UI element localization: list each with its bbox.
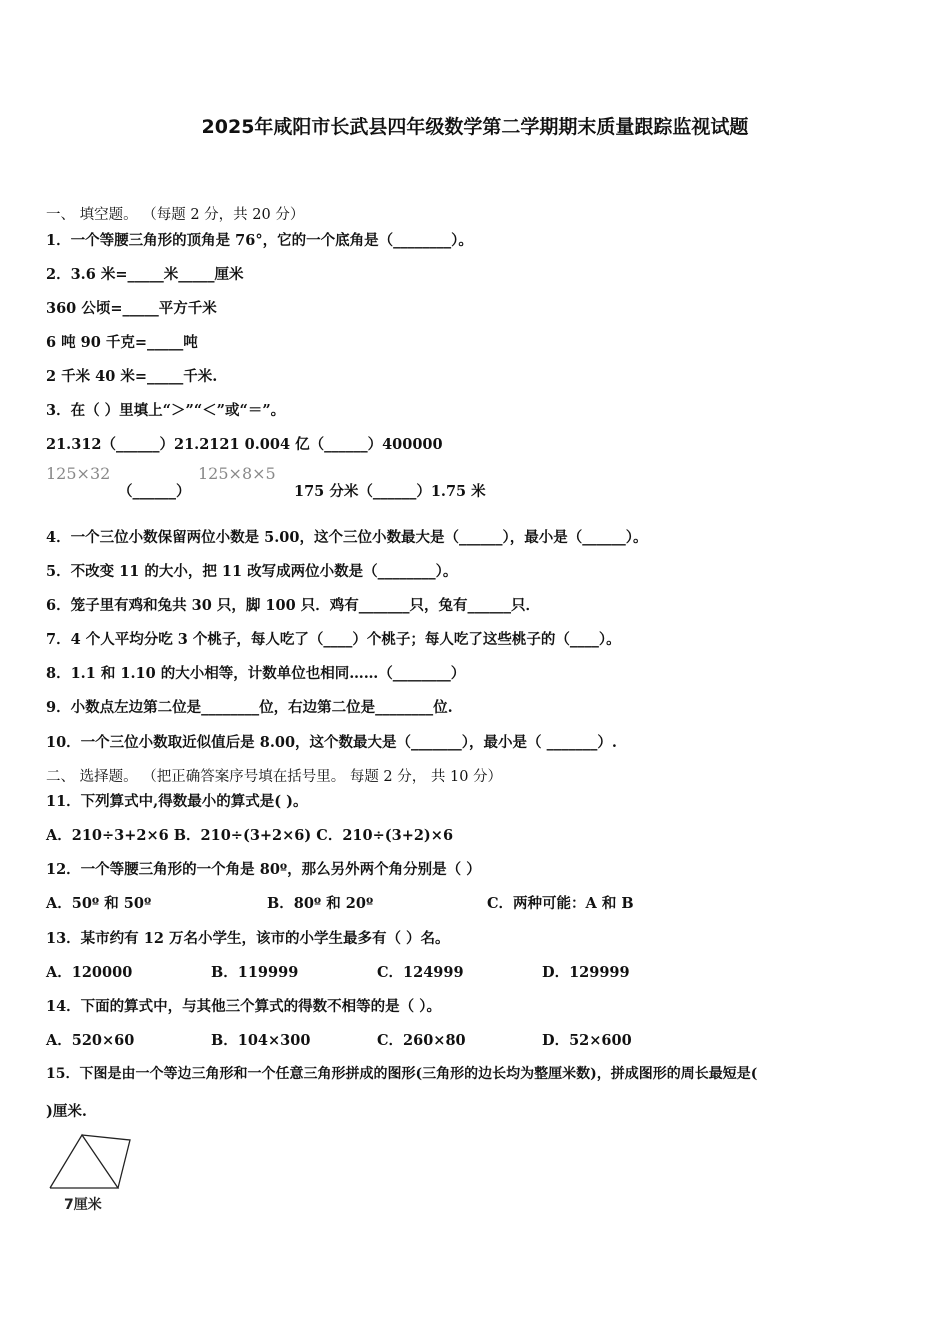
equilateral-triangle	[50, 1135, 118, 1188]
question-14-option-b: B．104×300	[211, 1032, 311, 1049]
question-8: 8．1.1 和 1.10 的大小相等，计数单位也相同……（________）	[46, 665, 466, 682]
answer-blank: （______）	[118, 483, 191, 500]
question-11-options: A．210÷3+2×6 B．210÷(3+2×6) C．210÷(3+2)×6	[46, 827, 454, 844]
question-13-option-a: A．120000	[46, 964, 133, 981]
question-13-option-c: C．124999	[377, 964, 464, 981]
question-3-stem: 3．在（ ）里填上“＞”“＜”或“＝”。	[46, 402, 286, 419]
question-13-option-b: B．119999	[211, 964, 299, 981]
question-1: 1．一个等腰三角形的顶角是 76°，它的一个底角是（________）。	[46, 232, 473, 249]
triangles-diagram	[48, 1132, 138, 1214]
question-13-stem: 13．某市约有 12 万名小学生，该市的小学生最多有（ ）名。	[46, 930, 450, 947]
section-2-header: 二、 选择题。 （把正确答案序号填在括号里。 每题 2 分， 共 10 分）	[46, 769, 503, 785]
question-2a: 2．3.6 米=_____米_____厘米	[46, 266, 244, 283]
question-12-option-c: C．两种可能：A 和 B	[487, 895, 634, 912]
question-14-option-c: C．260×80	[377, 1032, 466, 1049]
triangle-figure	[48, 1132, 138, 1218]
question-14-option-d: D．52×600	[542, 1032, 632, 1049]
question-5: 5．不改变 11 的大小，把 11 改写成两位小数是（________）。	[46, 563, 458, 580]
arbitrary-triangle	[82, 1135, 130, 1188]
figure-label: 7厘米	[64, 1197, 102, 1213]
math-expr-1: 125×32	[46, 464, 111, 483]
question-12-option-a: A．50º 和 50º	[46, 895, 152, 912]
question-7: 7．4 个人平均分吃 3 个桃子，每人吃了（____）个桃子；每人吃了这些桃子的（____）。	[46, 631, 621, 648]
question-9: 9．小数点左边第二位是________位，右边第二位是________位.	[46, 699, 453, 716]
question-12-stem: 12．一个等腰三角形的一个角是 80º，那么另外两个角分别是（ ）	[46, 861, 481, 878]
question-3-row2-tail: 175 分米（______）1.75 米	[294, 483, 486, 500]
question-6: 6．笼子里有鸡和兔共 30 只，脚 100 只．鸡有_______只，兔有______只．	[46, 597, 540, 614]
question-11-stem: 11．下列算式中,得数最小的算式是( )。	[46, 793, 308, 810]
question-13-option-d: D．129999	[542, 964, 630, 981]
question-10: 10．一个三位小数取近似值后是 8.00，这个数最大是（_______），最小是（ _______）.	[46, 734, 617, 751]
math-expr-2: 125×8×5	[198, 464, 276, 483]
question-15-stem-end: )厘米.	[46, 1103, 87, 1120]
question-2d: 2 千米 40 米=_____千米.	[46, 368, 218, 385]
question-12-option-b: B．80º 和 20º	[267, 895, 374, 912]
question-14-stem: 14．下面的算式中，与其他三个算式的得数不相等的是（ ）。	[46, 998, 441, 1015]
page-title: 2025年咸阳市长武县四年级数学第二学期期末质量跟踪监视试题	[201, 116, 749, 138]
question-3-row1: 21.312（______）21.2121 0.004 亿（______）400000	[46, 436, 443, 453]
section-1-header: 一、 填空题。 （每题 2 分，共 20 分）	[46, 207, 305, 223]
question-15-stem: 15．下图是由一个等边三角形和一个任意三角形拼成的图形(三角形的边长均为整厘米数)，拼成图形的周长最短是(	[46, 1066, 758, 1082]
question-2b: 360 公顷=_____平方千米	[46, 300, 217, 317]
question-4: 4．一个三位小数保留两位小数是 5.00，这个三位小数最大是（______），最小是（______）。	[46, 529, 648, 546]
question-2c: 6 吨 90 千克=_____吨	[46, 334, 198, 351]
question-14-option-a: A．520×60	[46, 1032, 135, 1049]
